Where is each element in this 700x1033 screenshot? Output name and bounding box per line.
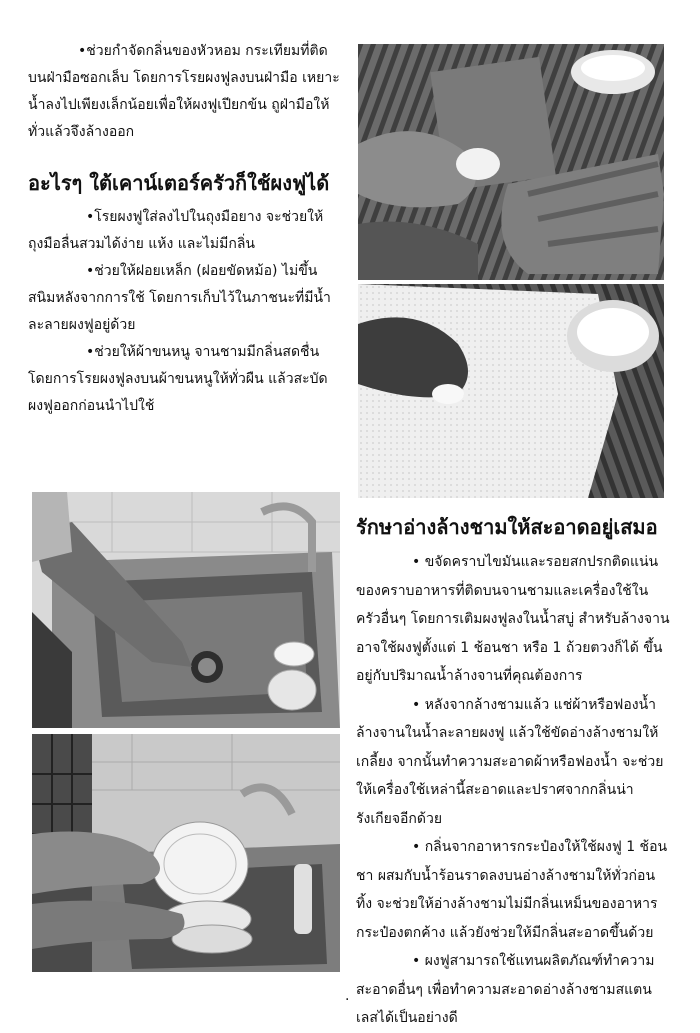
footer-mark: ·	[345, 992, 350, 1008]
photo-washing-dishes	[32, 734, 340, 972]
photo-towel-powder	[358, 284, 664, 498]
sink-photo-icon	[32, 492, 340, 728]
left-section-heading: อะไรๆ ใต้เคาน์เตอร์ครัวก็ใช้ผงฟูได้	[28, 171, 330, 195]
towel-photo-icon	[358, 284, 664, 498]
glove-photo-icon	[358, 44, 664, 280]
right-section-heading: รักษาอ่างล้างชามให้สะอาดอยู่เสมอ	[356, 515, 658, 539]
left-text-column	[28, 38, 340, 420]
intro-paragraph: •ช่วยกำจัดกลิ่นของหัวหอม กระเทียมที่ติดบนฝ่ามือซอกเล็บ โดยการโรยผงฟูลงบนฝ่ามือ เหยาะน้ำลงไปเพียงเล็กน้อยเพื่อให้ผงฟูเปียกข้น ถูฝ่ามือให้ทั่วแล้วจึงล้างออก	[28, 43, 340, 140]
right-bullet-3: • กลิ่นจากอาหารกระป๋องให้ใช้ผงฟู 1 ช้อนชา ผสมกับน้ำร้อนราดลงบนอ่างล้างชามให้ทั่วก่อนทิ้ง จะช่วยให้อ่างล้างชามไม่มีกลิ่นเหม็นของอาหารกระป๋องตกค้าง แล้วยังช่วยให้มีกลิ่นสะอาดขึ้นด้วย	[356, 839, 668, 941]
photo-rubber-gloves	[358, 44, 664, 280]
photo-sink-scrubbing	[32, 492, 340, 728]
left-bullet-2: •ช่วยให้ฝอยเหล็ก (ฝอยขัดหม้อ) ไม่ขึ้นสนิมหลังจากการใช้ โดยการเก็บไว้ในภาชนะที่มีน้ำละลายผงฟูอยู่ด้วย	[28, 263, 331, 333]
dishes-photo-icon	[32, 734, 340, 972]
right-bullet-2: • หลังจากล้างชามแล้ว แช่ผ้าหรือฟองน้ำล้างจานในน้ำละลายผงฟู แล้วใช้ขัดอ่างล้างชามให้เกลี้ยง จากนั้นทำความสะอาดผ้าหรือฟองน้ำ จะช่วยให้เครื่องใช้เหล่านี้สะอาดและปราศจากกลิ่นน่ารังเกียจอีกด้วย	[356, 696, 664, 827]
right-text-column	[356, 514, 670, 1033]
right-bullet-4: • ผงฟูสามารถใช้แทนผลิตภัณฑ์ทำความสะอาดอื่นๆ เพื่อทำความสะอาดอ่างล้างชามสแตนเลสได้เป็นอย่างดี	[356, 953, 655, 1026]
left-bullet-3: •ช่วยให้ผ้าขนหนู จานชามมีกลิ่นสดชื่น โดยการโรยผงฟูลงบนผ้าขนหนูให้ทั่วผืน แล้วสะบัดผงฟูออกก่อนนำไปใช้	[28, 344, 328, 414]
right-bullet-1: • ขจัดคราบไขมันและรอยสกปรกติดแน่นของคราบอาหารที่ติดบนจานชามและเครื่องใช้ในครัวอื่นๆ โดยการเติมผงฟูลงในน้ำสบู่ สำหรับล้างจาน อาจใช้ผงฟูตั้งแต่ 1 ช้อนชา หรือ 1 ถ้วยตวงก็ได้ ขึ้นอยู่กับปริมาณน้ำล้างจานที่คุณต้องการ	[356, 554, 670, 684]
left-bullet-1: •โรยผงฟูใส่ลงไปในถุงมือยาง จะช่วยให้ถุงมือลื่นสวมได้ง่าย แห้ง และไม่มีกลิ่น	[28, 209, 324, 252]
